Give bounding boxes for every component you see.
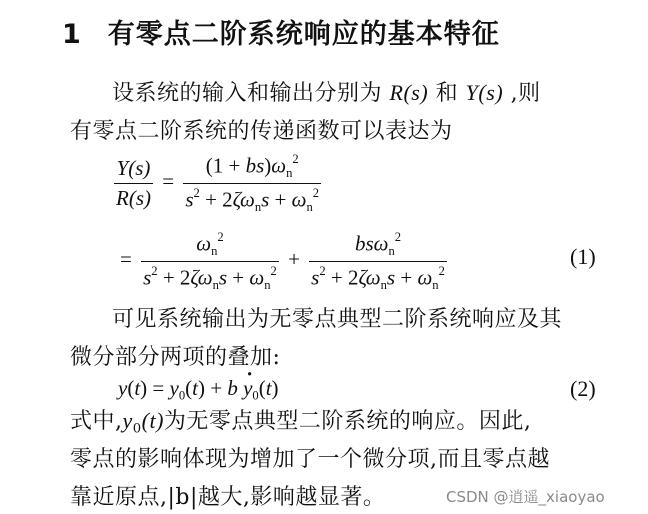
fraction-term-1: $\frac{\omega_n^2}{s^2 + 2\zeta\omega_ns + \omega_n^2}$ (143, 230, 277, 292)
equation-number-2: (2) (570, 376, 596, 401)
equation-number-1: (1) (570, 244, 596, 269)
section-number: 1 (62, 19, 82, 50)
input-symbol: R (389, 80, 404, 105)
equation-1-line-2: = $\frac{\omega_n^2}{s^2 + 2\zeta\omega_ns + \omega_n^2}$ + $\frac{bs\omega_n^2}{s^2 + 2\zeta\omega_ns + \omega_n^2}$ (120, 230, 445, 292)
fraction-term-2: $\frac{bs\omega_n^2}{s^2 + 2\zeta\omega_ns + \omega_n^2}$ (311, 230, 445, 292)
paragraph-line: 靠近原点,|b|越大,影响越显著。 (70, 485, 386, 510)
section-title: 有零点二阶系统响应的基本特征 (107, 19, 500, 50)
watermark: CSDN @逍遥_xiaoyao (446, 488, 605, 506)
paragraph-line: 微分部分两项的叠加: (70, 345, 281, 370)
transfer-function-rhs: $\frac{(1 + bs)\omega_n^2}{s^2 + 2\zeta\omega_ns + \omega_n^2}$ (185, 152, 320, 214)
paragraph-line: 零点的影响体现为增加了一个微分项,而且零点越 (70, 447, 550, 472)
output-symbol: Y (465, 80, 479, 105)
paragraph-line: 有零点二阶系统的传递函数可以表达为 (70, 119, 453, 144)
section-heading (62, 12, 500, 51)
equation-2: $y(t) = y_0(t) + b \cdot y_0(t)$ (118, 376, 279, 403)
paragraph-line: 可见系统输出为无零点典型二阶系统响应及其 (112, 307, 563, 332)
paragraph-line: 设系统的输入和输出分别为 R(s) 和 Y(s) ,则 (112, 80, 541, 106)
paragraph-line: 式中$,y_0(t)$为无零点典型二阶系统的响应。因此, (70, 408, 532, 437)
transfer-function-fraction: $\frac{Y(s)}{R(s)}$ (116, 155, 151, 210)
equation-1-line-1: $\frac{Y(s)}{R(s)}$ = $\frac{(1 + bs)\omega_n^2}{s^2 + 2\zeta\omega_ns + \omega_n^2}$ (116, 152, 320, 214)
